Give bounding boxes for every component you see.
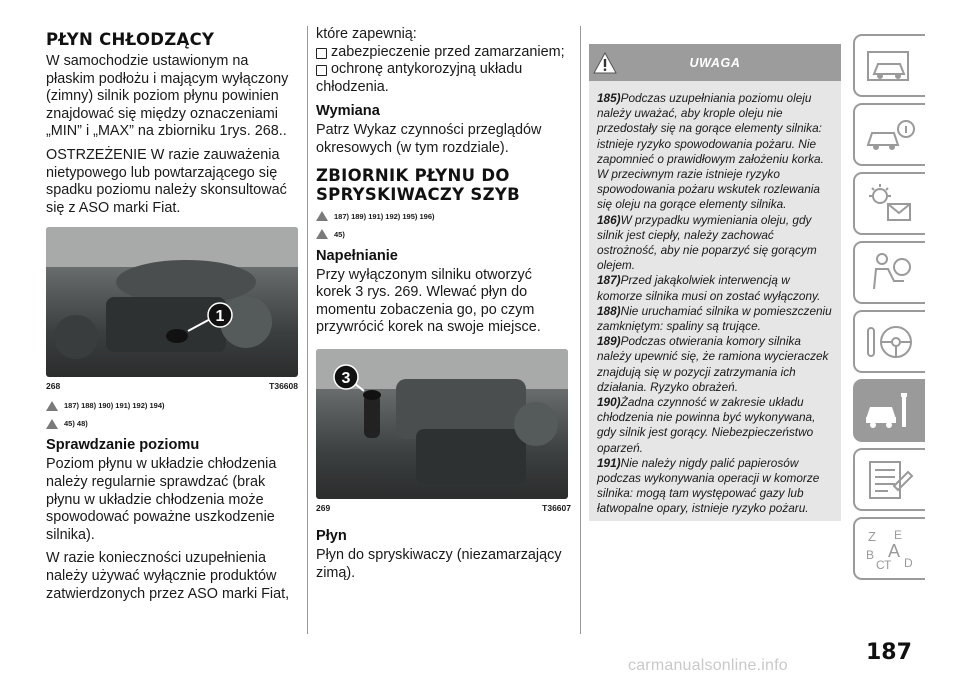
- warning-references: [316, 210, 571, 223]
- engine-bay-illustration: [316, 349, 568, 499]
- reference-list: 187) 189) 191) 192) 195) 196): [334, 211, 435, 221]
- warning-item-number: 188): [597, 303, 621, 318]
- warning-body: [589, 81, 841, 521]
- warning-item-text: Żadna czynność w zakresie układu chłodzenia nie powinna być wykonywana, gdy silnik jest gorący. Niebezpieczeństwo oparzeń.: [597, 395, 816, 455]
- warning-item: [597, 304, 833, 334]
- bullet-box-icon: [316, 48, 327, 59]
- chapter-tab-car-maintenance[interactable]: [853, 379, 925, 442]
- column-divider: [580, 26, 581, 634]
- warning-item: [597, 395, 833, 456]
- svg-text:B: B: [866, 548, 875, 562]
- warning-item: [597, 273, 833, 303]
- reference-list: 45) 48): [64, 419, 88, 429]
- warning-item-text: Nie uruchamiać silnika w pomieszczeniu zamkniętym: spaliny są trujące.: [597, 303, 832, 334]
- chapter-tab-index[interactable]: [853, 517, 925, 580]
- figure-number: 268: [46, 381, 61, 392]
- chapter-tab-steering-key[interactable]: [853, 310, 925, 373]
- caution-references: [316, 228, 571, 241]
- engine-bay-illustration: [46, 227, 298, 377]
- svg-text:A: A: [888, 541, 901, 561]
- paragraph: chłodzenia.: [316, 78, 389, 95]
- warning-triangle-icon: [46, 401, 58, 411]
- section-title: ZBIORNIK PŁYNU DO SPRYSKIWACZY SZYB: [316, 165, 521, 204]
- svg-text:Z: Z: [868, 529, 876, 544]
- warning-title: UWAGA: [689, 56, 741, 70]
- svg-text:C: C: [876, 558, 885, 571]
- paragraph: Płyn do spryskiwaczy (niezamarzający zimą).: [316, 546, 562, 581]
- reference-list: 187) 188) 190) 191) 192) 194): [64, 401, 165, 411]
- caution-triangle-icon: [316, 229, 328, 239]
- paragraph: W razie konieczności uzupełnienia należy używać wyłącznie produktów zatwierdzonych przez ASO marki Fiat,: [46, 550, 290, 602]
- bullet-text: zabezpieczenie przed zamarzaniem;: [331, 43, 565, 60]
- engine-photo: [316, 349, 568, 499]
- bullet-text: ochronę antykorozyjną układu: [331, 61, 523, 78]
- warning-references: [46, 399, 298, 412]
- chapter-tab-airbag-safety[interactable]: [853, 241, 925, 304]
- warning-item-number: 185): [597, 91, 621, 105]
- warning-item-number: 191): [597, 455, 621, 470]
- warning-item-text: Podczas uzupełniania poziomu oleju należy uważać, aby krople oleju nie przedostały się na gorące elementy silnika: istnieje ryzyko spowodowania pożaru. Nie zapomnieć o prawidłowym założeniu korka. W przeciwnym razie istnieje ryzyko spowodowania pożaru wskutek rozlewania się oleju na gorące elementy silnika.: [597, 91, 824, 212]
- warning-item-text: Nie należy nigdy palić papierosów podczas wykonywania operacji w komorze silnika: mogą tam występować gazy lub łatwopalne opary, istnieje ryzyko pożaru.: [597, 455, 820, 516]
- figure-number: 269: [316, 502, 331, 513]
- caution-references: [46, 417, 298, 430]
- page-number: 187: [866, 640, 912, 665]
- paragraph: Patrz Wykaz czynności przeglądów okresowych (w tym rozdziale).: [316, 122, 542, 156]
- subheading: Płyn: [316, 527, 347, 544]
- subheading: Napełnianie: [316, 247, 398, 264]
- warning-item-text: W przypadku wymieniania oleju, gdy silnik jest ciepły, należy zachować ostrożność, aby nie poparzyć się gorącym olejem.: [597, 212, 817, 273]
- engine-photo: [46, 227, 298, 377]
- warning-item: [597, 334, 833, 395]
- svg-text:E: E: [894, 528, 903, 542]
- warning-item-text: Podczas otwierania komory silnika należy upewnić się, że ramiona wycieraczek znajdują się w pozycji zatrzymania ich działania. Ryzyko obrażeń.: [597, 334, 829, 394]
- warning-box: [589, 44, 841, 521]
- middle-column: [316, 26, 571, 588]
- warning-item-number: 190): [597, 395, 621, 410]
- warning-item: [597, 213, 833, 274]
- warning-item-number: 186): [597, 212, 621, 227]
- caution-triangle-icon: [46, 419, 58, 429]
- svg-text:T: T: [884, 558, 892, 571]
- subheading: Sprawdzanie poziomu: [46, 437, 200, 454]
- paragraph: OSTRZEŻENIE W razie zauważenia nietypowego lub powtarzającego się spadku poziomu należy skonsultować się z ASO marki Fiat.: [46, 146, 287, 216]
- reference-list: 45): [334, 229, 345, 239]
- bullet-box-icon: [316, 65, 327, 76]
- chapter-tab-car-info[interactable]: [853, 103, 925, 166]
- figure-code: T36607: [542, 502, 571, 513]
- warning-item-number: 187): [597, 273, 621, 288]
- bullet-item: [316, 44, 571, 62]
- chapter-tab-technical-data[interactable]: [853, 448, 925, 511]
- subheading: Wymiana: [316, 103, 380, 120]
- warning-item-text: Przed jakąkolwiek interwencją w komorze silnika musi on zostać wyłączony.: [597, 273, 821, 303]
- callout-number: 3: [341, 369, 351, 387]
- paragraph: Przy wyłączonym silniku otworzyć korek 3 rys. 269. Wlewać płyn do momentu zobaczenia go, po czym przywrócić korek na swoje miejsce.: [316, 266, 541, 336]
- chapter-tab-car-overview[interactable]: [853, 34, 925, 97]
- figure-caption: [316, 503, 571, 513]
- figure-caption: [46, 381, 298, 391]
- column-divider: [307, 26, 308, 634]
- warning-item-number: 189): [597, 334, 621, 349]
- paragraph: W samochodzie ustawionym na płaskim podłożu i mającym wyłączony (zimny) silnik poziom płynu powinien znajdować się między oznaczeniami „MIN” i „MAX” na zbiorniku 1rys. 268..: [46, 53, 289, 140]
- warning-item: [597, 456, 833, 517]
- section-title: PŁYN CHŁODZĄCY: [46, 30, 215, 49]
- paragraph: Poziom płynu w układzie chłodzenia należy regularnie sprawdzać (brak płynu w układzie chłodzenia może spowodować poważne uszkodzenie silnika).: [46, 456, 277, 543]
- warning-header: [589, 44, 841, 81]
- svg-text:D: D: [904, 556, 913, 570]
- bullet-item: [316, 61, 571, 79]
- left-column: [46, 30, 298, 609]
- watermark-footer: carmanualsonline.info: [628, 657, 788, 674]
- chapter-tab-warning-lights[interactable]: [853, 172, 925, 235]
- callout-number: 1: [215, 308, 225, 326]
- paragraph: które zapewnią:: [316, 26, 417, 42]
- warning-item: [597, 91, 833, 213]
- figure-code: T36608: [269, 381, 298, 392]
- warning-triangle-icon: [316, 211, 328, 221]
